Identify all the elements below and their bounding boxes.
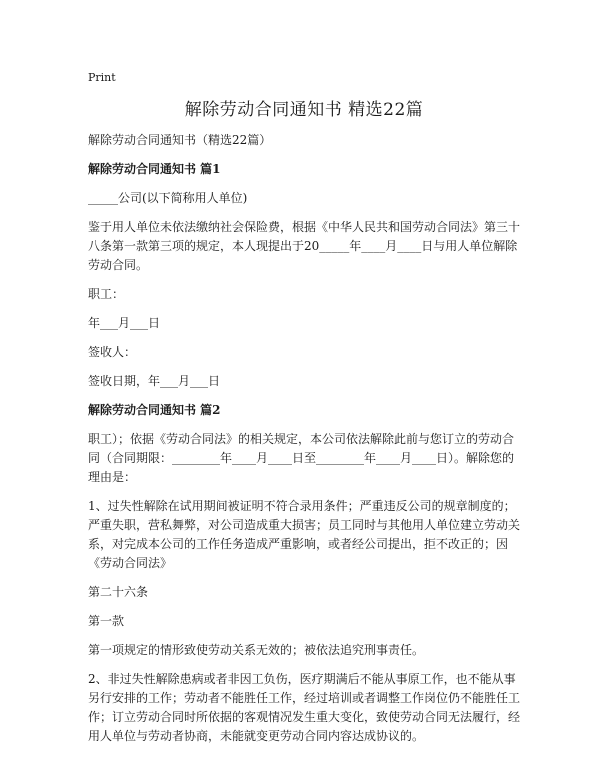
section1-signer-label: 签收人： bbox=[88, 345, 137, 359]
section1-date-line: 年___月___日 bbox=[88, 316, 161, 330]
section1-heading: 解除劳动合同通知书 篇1 bbox=[88, 162, 221, 176]
section1-body: 鉴于用人单位未依法缴纳社会保险费，根据《中华人民共和国劳动合同法》第三十八条第一款第三项的规定，本人现提出于20_____年____月____日与用人单位解除劳动合同。 bbox=[88, 220, 521, 272]
section2-item1: 1、过失性解除在试用期间被证明不符合录用条件；严重违反公司的规章制度的；严重失职，营私舞弊，对公司造成重大损害；员工同时与其他用人单位建立劳动关系，对完成本公司的工作任务造成严重影响，或者经公司提出，拒不改正的；因《劳动合同法》 bbox=[88, 499, 521, 570]
section2-body: 职工）；依据《劳动合同法》的相关规定，本公司依法解除此前与您订立的劳动合同（合同期限：________年____月____日至________年____月____日）。解除您的理由是： bbox=[88, 432, 515, 484]
section1-employee-label: 职工： bbox=[88, 287, 125, 301]
section2-clause-text: 第一项规定的情形致使劳动关系无效的；被依法追究刑事责任。 bbox=[88, 643, 425, 657]
section2-article: 第二十六条 bbox=[88, 585, 149, 599]
section2-heading: 解除劳动合同通知书 篇2 bbox=[88, 403, 221, 417]
document-title: 解除劳动合同通知书 精选22篇 bbox=[184, 100, 424, 120]
intro-line: 解除劳动合同通知书（精选22篇） bbox=[88, 133, 272, 147]
document-page bbox=[88, 70, 520, 756]
section2-item2: 2、非过失性解除患病或者非因工负伤，医疗期满后不能从事原工作，也不能从事另行安排的工作；劳动者不能胜任工作，经过培训或者调整工作岗位仍不能胜任工作；订立劳动合同时所依据的客观情况发生重大变化，致使劳动合同无法履行，经用人单位与劳动者协商，未能就变更劳动合同内容达成协议的。 bbox=[88, 672, 521, 743]
section2-clause: 第一款 bbox=[88, 614, 125, 628]
print-label: Print bbox=[88, 71, 116, 84]
section1-company-line: _____公司(以下简称用人单位) bbox=[88, 191, 248, 205]
section1-sign-date-line: 签收日期，年___月___日 bbox=[88, 374, 221, 388]
